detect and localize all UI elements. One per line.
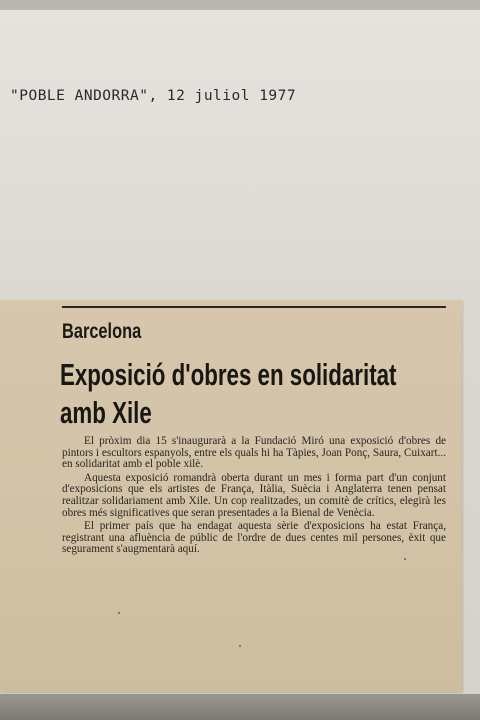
article-kicker: Barcelona bbox=[62, 320, 142, 343]
paper-speck bbox=[239, 645, 241, 647]
source-caption: "POBLE ANDORRA", 12 juliol 1977 bbox=[10, 88, 297, 104]
article-headline: Exposició d'obres en solidaritat amb Xile bbox=[60, 357, 397, 430]
paper-speck bbox=[118, 612, 120, 614]
article-paragraph: El pròxim dia 15 s'inaugurarà a la Fundació Miró una exposició d'obres de pintors i escultors espanyols, entre els quals hi ha Tàpies, Joan Ponç, Saura, Cuixart... en solidaritat amb el poble xilè. bbox=[62, 435, 446, 471]
article-body bbox=[62, 436, 446, 558]
clipping-top-rule bbox=[62, 306, 446, 308]
paper-speck bbox=[404, 558, 406, 560]
article-paragraph: El primer país que ha endagat aquesta sèrie d'exposicions ha estat França, registrant una afluència de públic de l'ordre de dues centes mil persones, èxit que segurament s'augmentarà aquí. bbox=[62, 520, 446, 556]
page-edge bbox=[0, 694, 480, 720]
article-paragraph: Aquesta exposició romandrà oberta durant un mes i forma part d'un conjunt d'exposicions que els artistes de França, Itàlia, Suècia i Anglaterra tenen pensat realitzar solidariament amb Xile. Un cop realitzades, un comitè de crítics, elegirà les obres més significatives que seran presentades a la Bienal de Venècia. bbox=[62, 471, 446, 519]
